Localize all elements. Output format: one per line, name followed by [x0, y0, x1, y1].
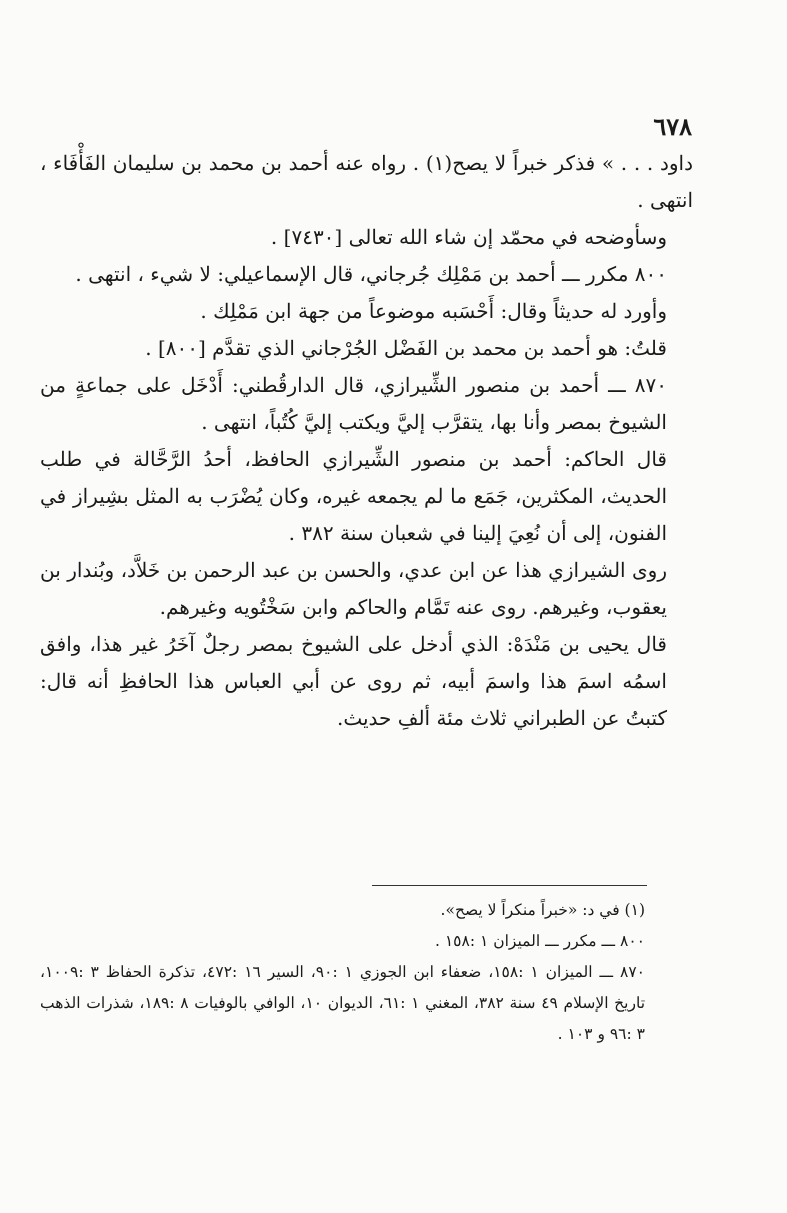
paragraph: قال الحاكم: أحمد بن منصور الشِّيرازي الحافظ، أحدُ الرَّحَّالة في طلب الحديث، المكثرين، جَمَع ما لم يجمعه غيره، وكان يُضْرَب به المثل بشِيراز في الفنون، إلى أن نُعِيَ إلينا في شعبان سنة ٣٨٢ . — [40, 447, 667, 545]
footnote-divider — [372, 885, 647, 886]
paragraph: داود . . . » فذكر خبراً لا يصح(١) . رواه عنه أحمد بن محمد بن سليمان الفَأْفَاء ، انتهى . — [40, 151, 693, 212]
page-number: ٦٧٨ — [653, 112, 692, 141]
paragraph: قال يحيى بن مَنْدَهْ: الذي أدخل على الشيوخ بمصر رجلٌ آخَرُ غير هذا، وافق اسمُه اسمَ هذا واسمَ أبيه، ثم روى عن أبي العباس هذا الحافظِ أنه قال: كتبتُ عن الطبراني ثلاث مئة ألفِ حديث. — [40, 632, 667, 730]
entry-870-heading: ٨٧٠ ـــ أحمد بن منصور الشِّيرازي، قال الدارقُطني: أَدْخَل على جماعةٍ من الشيوخ بمصر وأنا بها، يتقرَّب إليَّ ويكتب إليَّ كُتُباً، انتهى . — [40, 373, 667, 434]
paragraph: وأورد له حديثاً وقال: أَحْسَبه موضوعاً من جهة ابن مَمْلِك . — [200, 299, 667, 323]
paragraph: وسأوضحه في محمّد إن شاء الله تعالى [٧٤٣٠] . — [270, 225, 667, 249]
footnote: ٨٧٠ ـــ الميزان ١ :١٥٨، ضعفاء ابن الجوزي ١ :٩٠، السير ١٦ :٤٧٢، تذكرة الحفاظ ٣ :١٠٠٩، تاريخ الإسلام ٤٩ سنة ٣٨٢، المغني ١ :٦١، الديوان ١٠، الوافي بالوفيات ٨ :١٨٩، شذرات الذهب ٣ :٩٦ و ١٠٣ . — [40, 963, 646, 1043]
paragraph: قلتُ: هو أحمد بن محمد بن الفَضْل الجُرْجاني الذي تقدَّم [٨٠٠] . — [145, 336, 667, 360]
footnotes — [40, 895, 675, 1050]
footnote: ٨٠٠ ـــ مكرر ـــ الميزان ١ :١٥٨ . — [434, 932, 645, 950]
footnote: (١) في د: «خبراً منكراً لا يصح». — [440, 901, 645, 919]
entry-800-heading: ٨٠٠ مكرر ـــ أحمد بن مَمْلِك جُرجاني، قال الإسماعيلي: لا شيء ، انتهى . — [75, 262, 667, 286]
paragraph: روى الشيرازي هذا عن ابن عدي، والحسن بن عبد الرحمن بن خَلاَّد، وبُندار بن يعقوب، وغيرهم. روى عنه تَمَّام والحاكم وابن سَخْتُويه وغيرهم. — [40, 558, 667, 619]
main-text — [40, 145, 693, 737]
